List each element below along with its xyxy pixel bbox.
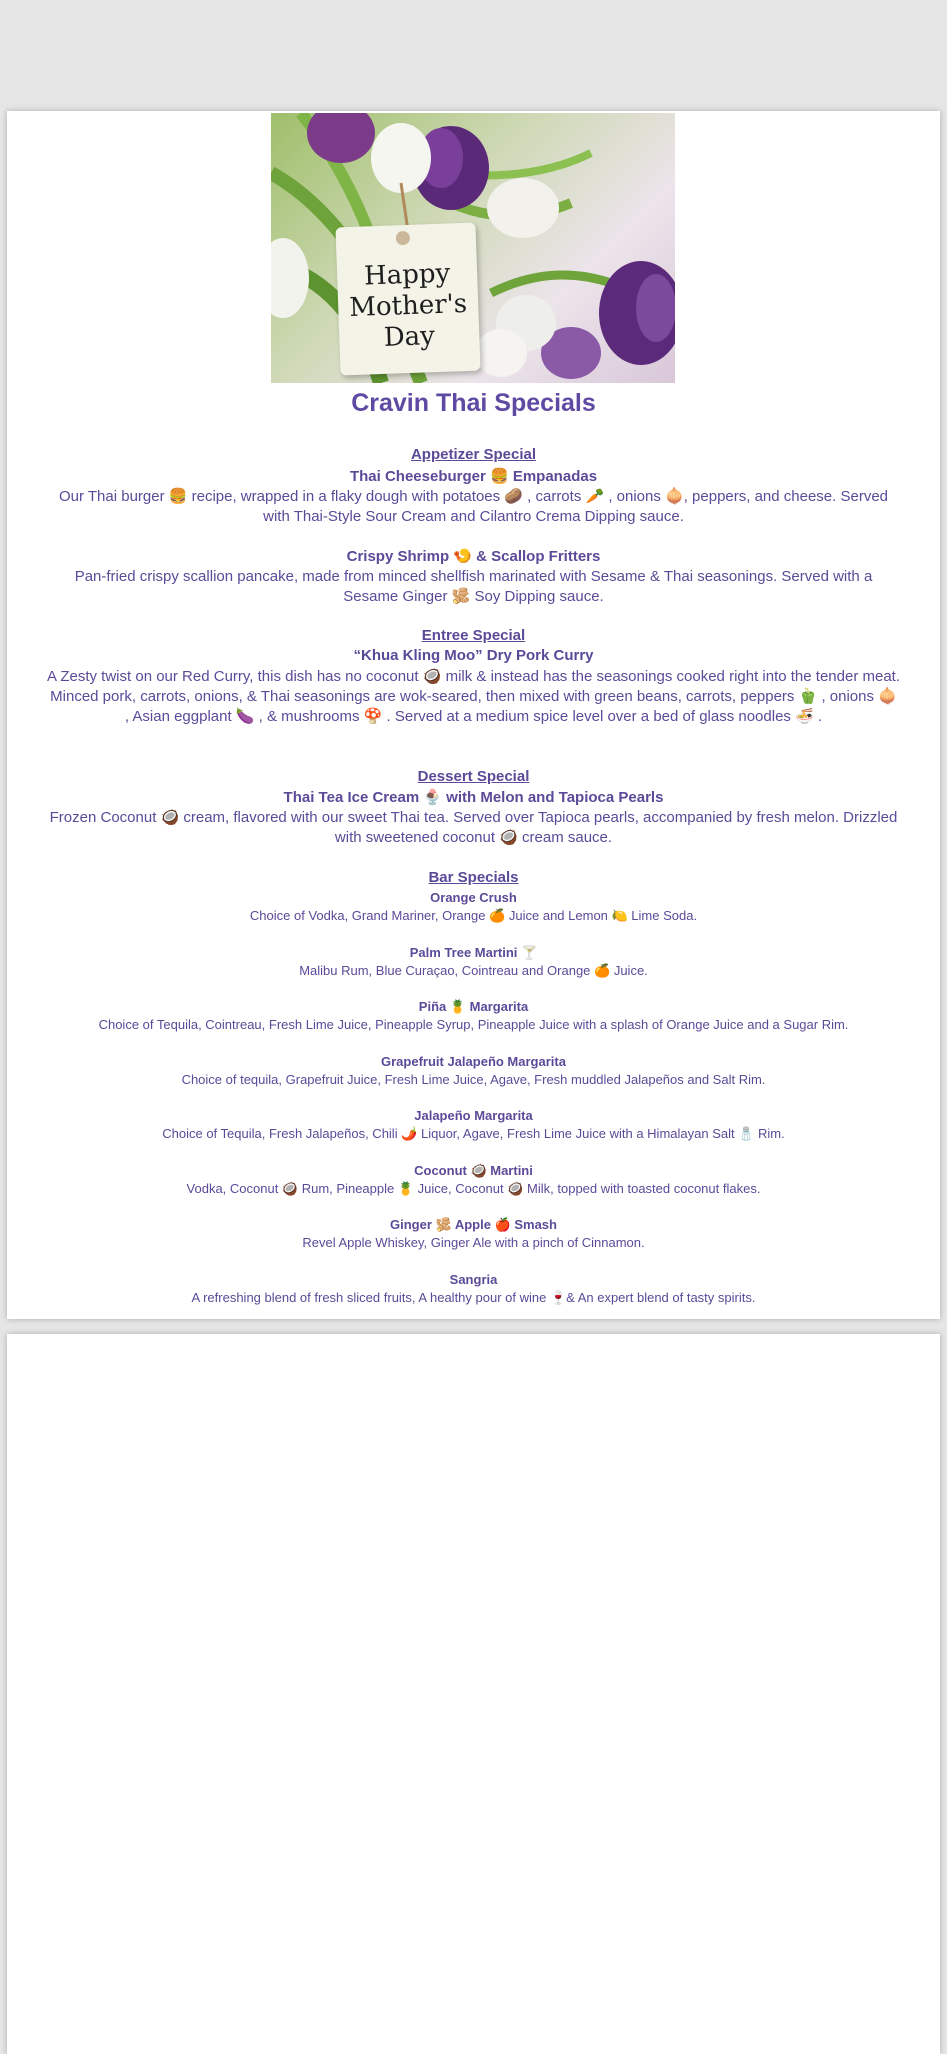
page-2: [7, 1334, 940, 2054]
bar-item-name: Palm Tree Martini 🍸: [409, 945, 538, 960]
bar-item-name: Coconut 🥥 Martini: [414, 1163, 533, 1178]
bar-item-desc: Revel Apple Whiskey, Ginger Ale with a pinch of Cinnamon.: [302, 1235, 645, 1250]
bar-item-name: Ginger 🫚 Apple 🍎 Smash: [390, 1217, 557, 1232]
tag-hole: [396, 231, 410, 245]
dessert-desc: Frozen Coconut 🥥 cream, flavored with our sweet Thai tea. Served over Tapioca pearls, accompanied by fresh melon. Drizzled with sweetened coconut 🥥 cream sauce.: [49, 809, 898, 846]
bar-item-desc: Choice of Tequila, Cointreau, Fresh Lime Juice, Pineapple Syrup, Pineapple Juice with a splash of Orange Juice and a Sugar Rim.: [98, 1017, 849, 1032]
appetizer-item-1-desc: Our Thai burger 🍔 recipe, wrapped in a flaky dough with potatoes 🥔 , carrots 🥕 , onions 🧅, peppers, and cheese. Served with Thai-Style Sour Cream and Cilantro Crema Dipping sauce.: [58, 488, 889, 525]
mothers-day-photo: [271, 113, 675, 383]
bar-item-name: Sangria: [449, 1272, 498, 1287]
bar-item-name: Jalapeño Margarita: [414, 1108, 533, 1123]
appetizer-item-1-name: Thai Cheeseburger 🍔 Empanadas: [349, 468, 598, 485]
dessert-name: Thai Tea Ice Cream 🍨 with Melon and Tapioca Pearls: [283, 789, 664, 806]
bar-item-desc: Choice of tequila, Grapefruit Juice, Fresh Lime Juice, Agave, Fresh muddled Jalapeños and Salt Rim.: [181, 1072, 766, 1087]
appetizer-item-2-name: Crispy Shrimp 🍤 & Scallop Fritters: [346, 548, 601, 565]
appetizer-heading: Appetizer Special: [410, 446, 537, 463]
dessert-heading: Dessert Special: [417, 768, 530, 785]
entree-name: “Khua Kling Moo” Dry Pork Curry: [353, 647, 594, 664]
bar-heading: Bar Specials: [428, 869, 519, 886]
page-1: [7, 111, 940, 1319]
card-text: Happy Mother's Day: [348, 258, 468, 353]
appetizer-item-2-desc: Pan-fried crispy scallion pancake, made from minced shellfish marinated with Sesame & Thai seasonings. Served with a Sesame Ginger 🫚 Soy Dipping sauce.: [74, 568, 873, 605]
bar-item-name: Orange Crush: [430, 890, 517, 905]
entree-desc: A Zesty twist on our Red Curry, this dish has no coconut 🥥 milk & instead has the seasonings cooked right into the tender meat. Minced pork, carrots, onions, & Thai seasonings are wok-seared, then mixed with green beans, carrots, peppers 🫑 , onions 🧅 , Asian eggplant 🍆 , & mushrooms 🍄 . Served at a medium spice level over a bed of glass noodles 🍜 .: [47, 668, 901, 725]
bar-item-name: Piña 🍍 Margarita: [418, 999, 529, 1014]
bar-item-desc: Choice of Vodka, Grand Mariner, Orange 🍊 Juice and Lemon 🍋 Lime Soda.: [249, 908, 698, 923]
bar-item-name: Grapefruit Jalapeño Margarita: [381, 1054, 566, 1069]
bar-item-desc: Choice of Tequila, Fresh Jalapeños, Chili 🌶️ Liquor, Agave, Fresh Lime Juice with a Himalayan Salt 🧂 Rim.: [162, 1126, 785, 1141]
bar-item-desc: Malibu Rum, Blue Curaçao, Cointreau and Orange 🍊 Juice.: [299, 963, 648, 978]
bar-item-desc: A refreshing blend of fresh sliced fruits, A healthy pour of wine 🍷& An expert blend of tasty spirits.: [191, 1290, 756, 1305]
page-title: Cravin Thai Specials: [351, 389, 596, 417]
bar-item-desc: Vodka, Coconut 🥥 Rum, Pineapple 🍍 Juice, Coconut 🥥 Milk, topped with toasted coconut flakes.: [186, 1181, 761, 1196]
entree-heading: Entree Special: [421, 627, 526, 644]
gift-tag: [335, 223, 480, 376]
